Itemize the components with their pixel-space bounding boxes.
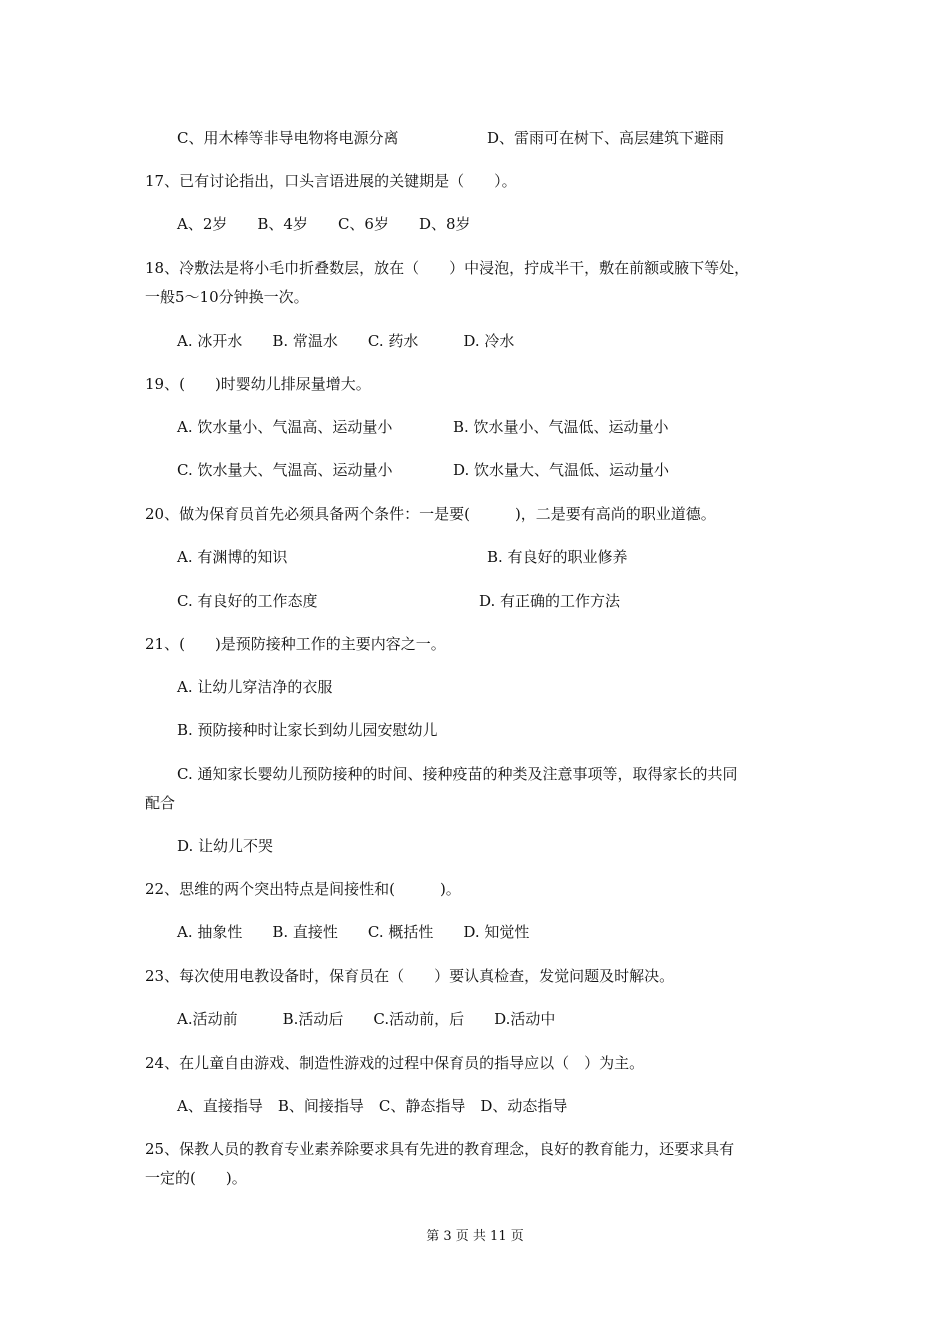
answer-options: D. 让幼儿不哭 bbox=[177, 837, 274, 855]
option-right: B. 饮水量小、气温低、运动量小 bbox=[453, 418, 669, 436]
option-right: B. 有良好的职业修养 bbox=[487, 548, 628, 566]
question-text: 一般5～10分钟换一次。 bbox=[145, 288, 309, 306]
answer-options: A.活动前 B.活动后 C.活动前，后 D.活动中 bbox=[177, 1010, 556, 1028]
question-text: 一定的( )。 bbox=[145, 1169, 247, 1187]
option-left: C、用木棒等非导电物将电源分离 bbox=[177, 129, 399, 147]
question-text: 23、每次使用电教设备时，保育员在（ ）要认真检查，发觉问题及时解决。 bbox=[145, 967, 675, 985]
question-text: 17、已有讨论指出，口头言语进展的关键期是（ ）。 bbox=[145, 172, 517, 190]
question-text: 配合 bbox=[145, 794, 176, 812]
option-right: D. 有正确的工作方法 bbox=[479, 592, 621, 610]
page-footer: 第 3 页 共 11 页 bbox=[426, 1229, 524, 1244]
answer-options: A. 让幼儿穿洁净的衣服 bbox=[177, 678, 333, 696]
answer-options: A. 冰开水 B. 常温水 C. 药水 D. 冷水 bbox=[177, 332, 515, 350]
answer-options: C. 通知家长婴幼儿预防接种的时间、接种疫苗的种类及注意事项等，取得家长的共同 bbox=[177, 765, 738, 783]
question-text: 20、做为保育员首先必须具备两个条件：一是要( )，二是要有高尚的职业道德。 bbox=[145, 505, 716, 523]
question-text: 21、( )是预防接种工作的主要内容之一。 bbox=[145, 635, 446, 653]
option-left: A. 有渊博的知识 bbox=[177, 548, 288, 566]
option-left: C. 饮水量大、气温高、运动量小 bbox=[177, 461, 393, 479]
option-left: C. 有良好的工作态度 bbox=[177, 592, 318, 610]
answer-options: A、直接指导 B、间接指导 C、静态指导 D、动态指导 bbox=[177, 1097, 568, 1115]
answer-options: A. 抽象性 B. 直接性 C. 概括性 D. 知觉性 bbox=[177, 923, 530, 941]
option-left: A. 饮水量小、气温高、运动量小 bbox=[177, 418, 393, 436]
question-text: 25、保教人员的教育专业素养除要求具有先进的教育理念，良好的教育能力，还要求具有 bbox=[145, 1140, 735, 1158]
question-text: 22、思维的两个突出特点是间接性和( )。 bbox=[145, 880, 461, 898]
answer-options: B. 预防接种时让家长到幼儿园安慰幼儿 bbox=[177, 721, 438, 739]
question-text: 18、冷敷法是将小毛巾折叠数层，放在（ ）中浸泡，拧成半干，敷在前额或腋下等处， bbox=[145, 259, 750, 277]
question-text: 24、在儿童自由游戏、制造性游戏的过程中保育员的指导应以（ ）为主。 bbox=[145, 1054, 645, 1072]
question-text: 19、( )时婴幼儿排尿量增大。 bbox=[145, 375, 371, 393]
answer-options: A、2岁 B、4岁 C、6岁 D、8岁 bbox=[177, 215, 471, 233]
option-right: D. 饮水量大、气温低、运动量小 bbox=[453, 461, 670, 479]
option-right: D、雷雨可在树下、高层建筑下避雨 bbox=[487, 129, 725, 147]
